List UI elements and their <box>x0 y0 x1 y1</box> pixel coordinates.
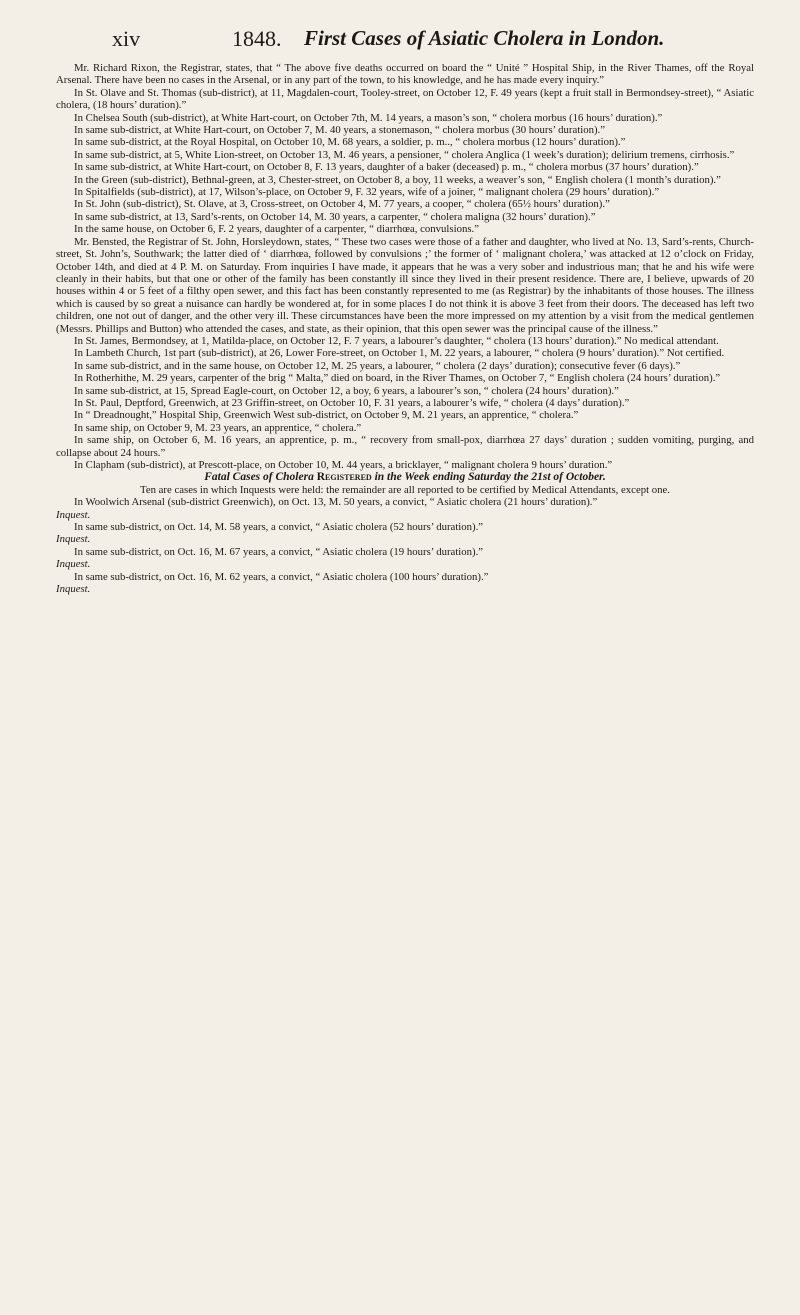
page-body <box>56 62 754 595</box>
inquest-label: Inquest. <box>56 508 91 521</box>
paragraph: In St. John (sub-district), St. Olave, at 3, Cross-street, on October 4, M. 77 years, a cooper, “ cholera (65½ hours’ duration).” <box>74 198 610 211</box>
paragraph: In same sub-district, at 13, Sard’s-rents, on October 14, M. 30 years, a carpenter, “ cholera maligna (32 hours’ duration).” <box>74 210 596 223</box>
inquest-entry: In same sub-district, on Oct. 16, M. 67 years, a convict, “ Asiatic cholera (19 hours’ duration).” <box>74 545 484 558</box>
section-intro: Ten are cases in which Inquests were held: the remainder are all reported to be certified by Medical Attendants, except one. <box>140 483 670 496</box>
section-title <box>56 471 754 483</box>
paragraph: In same sub-district, at the Royal Hospital, on October 10, M. 68 years, a soldier, p. m.., “ cholera morbus (12 hours’ duration).” <box>74 136 626 149</box>
section-title-start: Fatal Cases of Cholera <box>204 471 314 484</box>
paragraph: In same sub-district, at White Hart-court, on October 7, M. 40 years, a stonemason, “ cholera morbus (30 hours’ duration).” <box>74 124 605 137</box>
inquest-entry: In Woolwich Arsenal (sub-district Greenwich), on Oct. 13, M. 50 years, a convict, “ Asiatic cholera (21 hours’ duration).” <box>74 496 598 509</box>
page-number: xiv <box>112 26 141 51</box>
paragraph: In “ Dreadnought,” Hospital Ship, Greenwich West sub-district, on October 9, M. 21 years, an apprentice, “ cholera.” <box>74 409 579 422</box>
inquest-label: Inquest. <box>56 533 91 546</box>
paragraph: In St. Paul, Deptford, Greenwich, at 23 Griffin-street, on October 10, F. 31 years, a labourer’s wife, “ cholera (4 days’ duration).” <box>74 396 630 409</box>
inquest-entry: In same sub-district, on Oct. 14, M. 58 years, a convict, “ Asiatic cholera (52 hours’ duration).” <box>74 521 484 534</box>
header-title: First Cases of Asiatic Cholera in London. <box>304 26 665 50</box>
paragraph: In same ship, on October 9, M. 23 years, an apprentice, “ cholera.” <box>74 421 362 434</box>
section-title-end: in the Week ending Saturday the 21st of October. <box>374 471 606 484</box>
paragraph: Mr. Bensted, the Registrar of St. John, Horsleydown, states, “ These two cases were those of a father and daughter, who lived at No. 13, Sard’s-rents, Church-street, St. John’s, Southwark; the latter died of ‘ diarrhœa, followed by convulsions ;’ the former of ‘ malignant cholera,’ was attacked at 12 o’clock on Friday, October 14th, and died at 4 P. M. on Saturday. From inquiries I have made, it appears that he was a very sober and industrious man; that he and his wife were cleanly in their habits, but that one or other of the family has been constantly ill since they lived in their present residence. There are, I believe, upwards of 20 houses within 4 or 5 feet of a filthy open sewer, and this fact has been constantly represented to me (as Registrar) by the inhabitants of those houses. The illness which is caused by so great a nuisance can hardly be wondered at, for in some places I do not think it is above 3 feet from their doors. The deceased has left two children, one not out of danger, and the other very ill. These circumstances have been the more impressed on my attention by a visit from the medical gentlemen (Messrs. Phillips and Button) who attended the cases, and state, as their opinion, that this open sewer was the principal cause of the illness.” <box>56 235 754 335</box>
paragraph: In Clapham (sub-district), at Prescott-place, on October 10, M. 44 years, a bricklayer, “ malignant cholera 9 hours’ duration.” <box>74 459 613 471</box>
header-year: 1848. <box>232 26 282 51</box>
paragraph: In same sub-district, at 15, Spread Eagle-court, on October 12, a boy, 6 years, a labourer’s son, “ cholera (24 hours’ duration).” <box>74 384 619 397</box>
paragraph: Mr. Richard Rixon, the Registrar, states, that “ The above five deaths occurred on board the “ Unité ” Hospital Ship, in the River Thames, off the Royal Arsenal. There have been no cases in the Arsenal, or in any part of the town, to his knowledge, and he has made every inquiry.” <box>56 62 754 87</box>
paragraph: In St. Olave and St. Thomas (sub-district), at 11, Magdalen-court, Tooley-street, on October 12, F. 49 years (kept a fruit stall in Bermondsey-street), “ Asiatic cholera, (18 hours’ duration).” <box>56 86 754 112</box>
running-header <box>56 0 754 54</box>
inquest-label: Inquest. <box>56 583 91 596</box>
section-title-registered: Registered <box>316 471 372 484</box>
paragraph: In same sub-district, and in the same house, on October 12, M. 25 years, a labourer, “ cholera (2 days’ duration); consecutive fever (6 days).” <box>74 359 681 372</box>
paragraph: In Spitalfields (sub-district), at 17, Wilson’s-place, on October 9, F. 32 years, wife of a joiner, “ malignant cholera (29 hours’ duration).” <box>74 186 660 199</box>
paragraph: In same sub-district, at 5, White Lion-street, on October 13, M. 46 years, a pensioner, “ cholera Anglica (1 week’s duration); delirium tremens, cirrhosis.” <box>74 148 735 161</box>
inquest-entry: In same sub-district, on Oct. 16, M. 62 years, a convict, “ Asiatic cholera (100 hours’ duration).” <box>74 570 489 583</box>
paragraph: In Lambeth Church, 1st part (sub-district), at 26, Lower Fore-street, on October 1, M. 22 years, a labourer, “ cholera (9 hours’ duration).” Not certified. <box>74 347 725 360</box>
paragraph: In St. James, Bermondsey, at 1, Matilda-place, on October 12, F. 7 years, a labourer’s daughter, “ cholera (13 hours’ duration).” No medical attendant. <box>74 334 719 347</box>
paragraph: In the Green (sub-district), Bethnal-green, at 3, Chester-street, on October 8, a boy, 11 weeks, a weaver’s son, “ English cholera (1 month’s duration).” <box>74 173 721 186</box>
paragraph: In same ship, on October 6, M. 16 years, an apprentice, p. m., “ recovery from small-pox, diarrhœa 27 days’ duration ; sudden vomiting, purging, and collapse about 24 hours.” <box>56 434 754 459</box>
paragraph: In Chelsea South (sub-district), at White Hart-court, on October 7th, M. 14 years, a mason’s son, “ cholera morbus (16 hours’ duration).” <box>74 111 663 124</box>
inquest-label: Inquest. <box>56 558 91 571</box>
paragraph: In same sub-district, at White Hart-court, on October 8, F. 13 years, daughter of a baker (deceased) p. m., “ cholera morbus (37 hours’ duration).” <box>74 161 699 174</box>
paragraph: In Rotherhithe, M. 29 years, carpenter of the brig “ Malta,” died on board, in the River Thames, on October 7, “ English cholera (24 hours’ duration).” <box>74 372 721 385</box>
paragraph: In the same house, on October 6, F. 2 years, daughter of a carpenter, “ diarrhœa, convulsions.” <box>74 223 479 236</box>
